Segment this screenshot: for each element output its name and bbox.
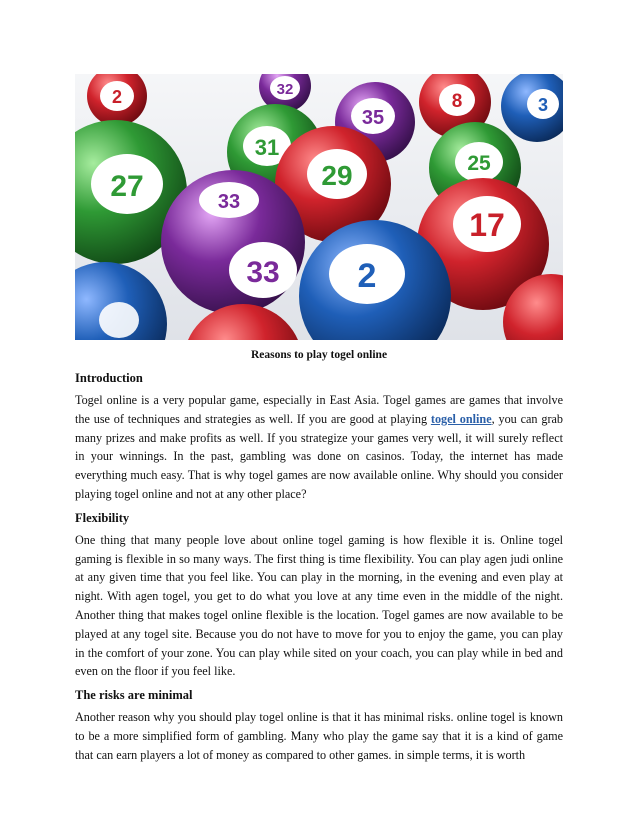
lottery-balls-illustration	[75, 74, 563, 340]
ball-number: 33	[246, 256, 280, 289]
section-heading-flexibility: Flexibility	[75, 510, 130, 525]
section-heading-risks: The risks are minimal	[75, 688, 193, 703]
ball-number: 3	[537, 95, 549, 115]
togel-online-link[interactable]: togel online	[430, 411, 492, 426]
document-body	[75, 370, 563, 771]
ball-number: 25	[467, 152, 491, 175]
ball-number: 2	[357, 257, 377, 295]
ball-number: 8	[451, 91, 463, 112]
introduction-text-part1: Togel online is a very popular game, especially in East Asia. Togel games are games that involve the use of techniques and strategies as well. If you are good at playing	[75, 393, 563, 426]
ball-purple	[161, 170, 305, 314]
ball-number: 32	[276, 81, 294, 98]
introduction-paragraph	[75, 391, 563, 504]
ball-number: 29	[321, 160, 353, 191]
ball-number: 31	[254, 135, 280, 160]
ball-number: 27	[110, 170, 144, 203]
risks-paragraph: Another reason why you should play togel online is that it has minimal risks. online togel is known to be a more simplified form of gambling. Many who play the game say that it is a kind of game that can earn players a lot of money as compared to other games. in simple terms, it is worth	[75, 710, 563, 762]
introduction-text-part2: , you can grab many prizes and make profits as well. If you strategize your games very well, it will surely reflect in your winnings. In the past, gambling was done on casinos. Today, the internet has made everything much easy. That is why togel games are now available online. Why should you consider playing togel online and not at any other place?	[75, 411, 564, 501]
ball-number: 35	[361, 107, 385, 129]
document-title: Reasons to play togel online	[250, 349, 388, 361]
flexibility-paragraph: One thing that many people love about online togel gaming is how flexible it is. Online togel gaming is flexible in so many ways. The first thing is time flexibility. You can play agen judi online at any given time that you feel like. You can play in the morning, in the evening and even play at night. With agen togel, you get to do what you love at any time even in the middle of the night. Another thing that makes togel online flexible is the location. Togel games are now available to be played at any togel site. Because you do not have to move for you to enjoy the game, you can play in the comfort of your zone. You can play while sited on your coach, you can play while in bed and even on the floor if you feel like.	[75, 532, 563, 679]
ball-number: 2	[111, 87, 123, 107]
section-heading-introduction: Introduction	[75, 371, 143, 385]
lottery-balls-image	[75, 74, 563, 340]
ball-number: 33	[217, 191, 241, 213]
ball-number: 17	[469, 207, 505, 243]
